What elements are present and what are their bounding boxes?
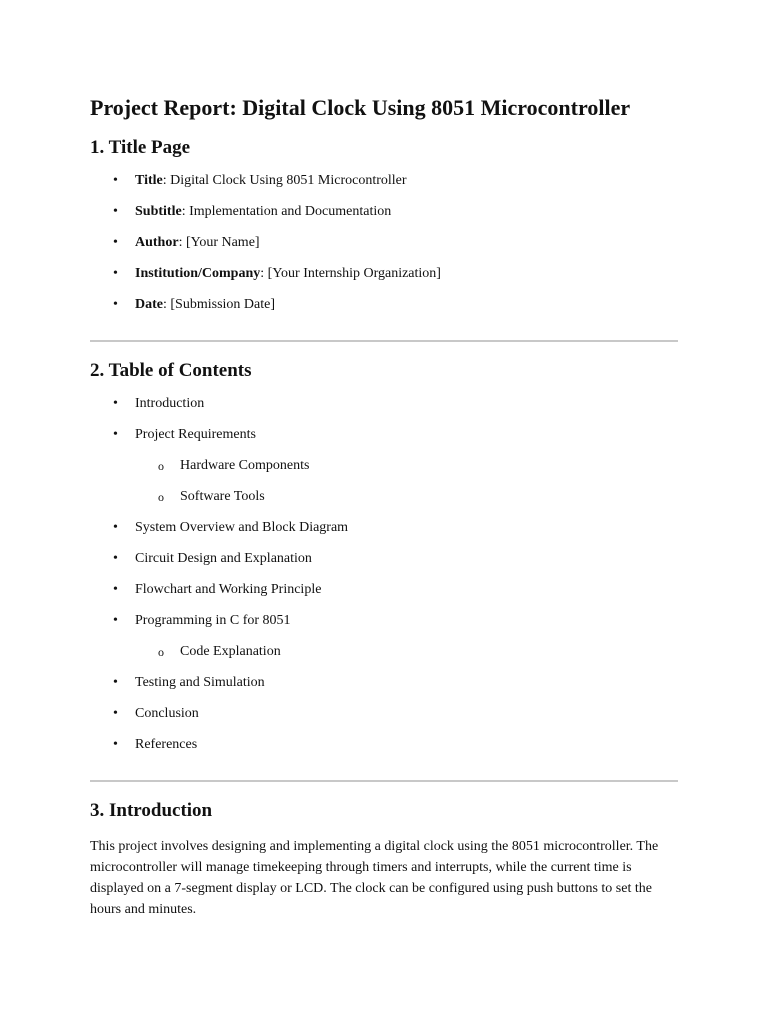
bullet-icon: •: [113, 737, 118, 752]
sub-bullet-icon: o: [158, 459, 164, 473]
bullet-icon: •: [113, 706, 118, 721]
toc-item: [90, 580, 678, 600]
list-item: [90, 295, 678, 315]
toc-item-label: Testing and Simulation: [135, 675, 265, 690]
bullet-icon: •: [113, 173, 118, 188]
bullet-icon: •: [113, 204, 118, 219]
toc-item: [90, 394, 678, 414]
item-value: : [Your Internship Organization]: [260, 266, 441, 281]
toc-subitem: [90, 456, 678, 476]
toc-item: [90, 735, 678, 755]
bullet-icon: •: [113, 297, 118, 312]
bullet-icon: •: [113, 613, 118, 628]
item-value: : Digital Clock Using 8051 Microcontroller: [162, 173, 407, 188]
item-label: Title: [135, 173, 163, 188]
section-heading-introduction: 3. Introduction: [90, 800, 213, 821]
section-heading-toc: 2. Table of Contents: [90, 360, 252, 381]
bullet-icon: •: [113, 235, 118, 250]
toc-list: [90, 394, 678, 755]
title-page-list: [90, 171, 678, 315]
bullet-icon: •: [113, 582, 118, 597]
bullet-icon: •: [113, 266, 118, 281]
list-item: [90, 264, 678, 284]
document-title: Project Report: Digital Clock Using 8051 Microcontroller: [90, 95, 631, 120]
toc-item: [90, 518, 678, 538]
toc-item: [90, 611, 678, 631]
item-value: : [Submission Date]: [163, 297, 275, 312]
list-item: [90, 233, 678, 253]
toc-item: [90, 425, 678, 445]
toc-item: [90, 673, 678, 693]
bullet-icon: •: [113, 396, 118, 411]
section-divider: [90, 780, 678, 782]
toc-item-label: Flowchart and Working Principle: [135, 582, 322, 597]
bullet-icon: •: [113, 520, 118, 535]
list-item: [90, 171, 678, 191]
item-value: : [Your Name]: [178, 235, 260, 250]
toc-item-label: Introduction: [135, 396, 205, 411]
introduction-paragraph: This project involves designing and implementing a digital clock using the 8051 microcontroller. The microcontroller will manage timekeeping through timers and interrupts, while the current time is displayed on a 7-segment display or LCD. The clock can be configured using push buttons to set the hours and minutes.: [90, 839, 659, 917]
toc-subitem-label: Software Tools: [180, 489, 265, 504]
toc-item-label: Project Requirements: [135, 427, 256, 442]
bullet-icon: •: [113, 551, 118, 566]
toc-subitem-label: Code Explanation: [180, 644, 281, 659]
toc-item-label: Programming in C for 8051: [135, 613, 291, 628]
toc-item-label: Conclusion: [135, 706, 199, 721]
bullet-icon: •: [113, 675, 118, 690]
section-heading-title-page: 1. Title Page: [90, 137, 191, 158]
toc-item: [90, 704, 678, 724]
toc-item-label: References: [135, 737, 198, 752]
toc-item: [90, 549, 678, 569]
toc-subitem: [90, 487, 678, 507]
item-label: Institution/Company: [135, 266, 261, 281]
sub-bullet-icon: o: [158, 645, 164, 659]
item-label: Author: [135, 235, 179, 250]
toc-item-label: Circuit Design and Explanation: [135, 551, 312, 566]
toc-subitem-label: Hardware Components: [180, 458, 310, 473]
bullet-icon: •: [113, 427, 118, 442]
list-item: [90, 202, 678, 222]
item-label: Subtitle: [135, 204, 182, 219]
toc-subitem: [90, 642, 678, 662]
sub-bullet-icon: o: [158, 490, 164, 504]
item-label: Date: [135, 297, 163, 312]
section-divider: [90, 340, 678, 342]
toc-item-label: System Overview and Block Diagram: [135, 520, 349, 535]
item-value: : Implementation and Documentation: [181, 204, 392, 219]
